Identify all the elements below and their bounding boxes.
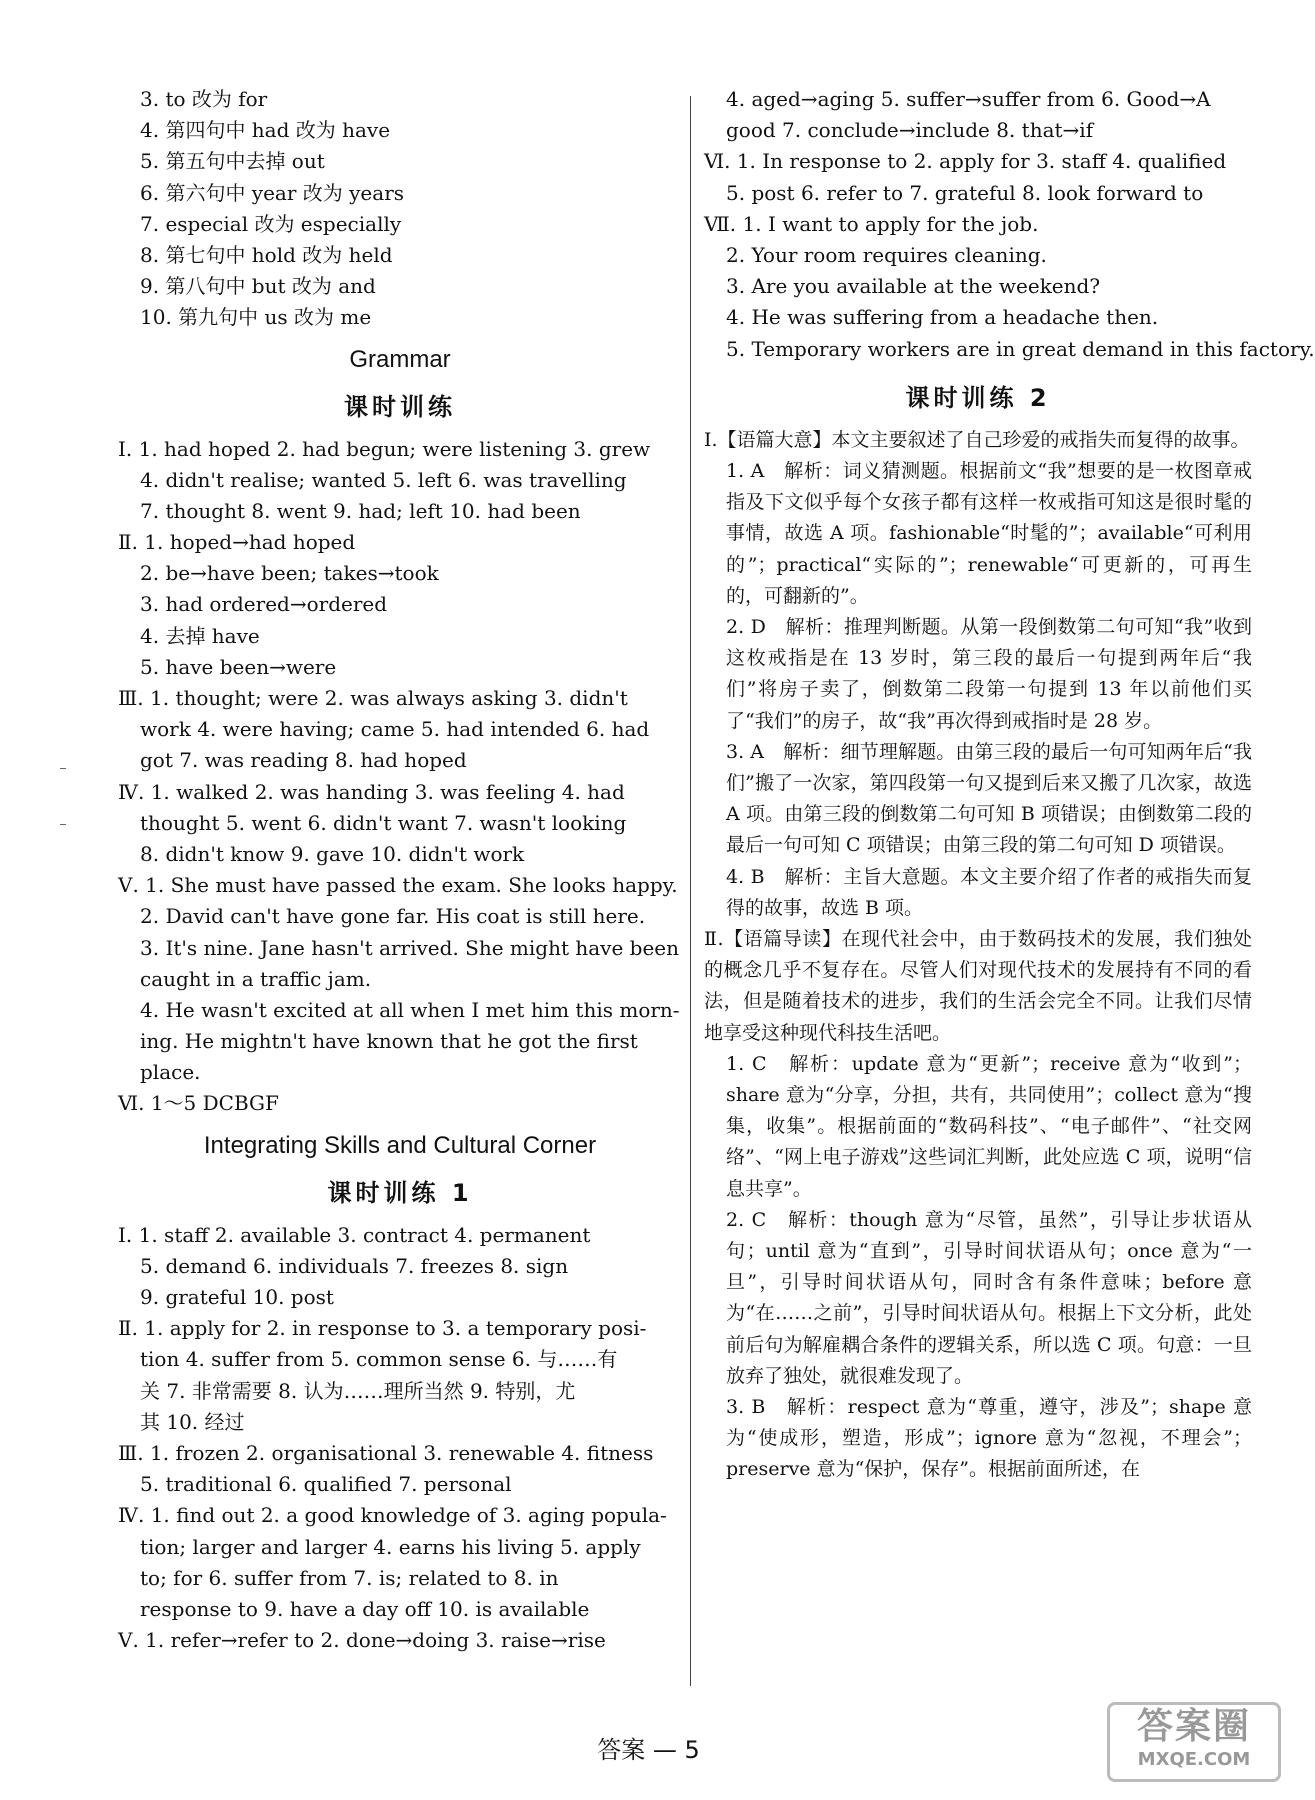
section-heading-grammar: Grammar (349, 345, 451, 373)
watermark-logo (1107, 1702, 1281, 1782)
answer-explanation: 1. C 解析：update 意为“更新”；receive 意为“收到”；share 意为“分享，分担，共有，共同使用”；collect 意为“搜集，收集”。根据前面的“数码科技”、“电子邮件”、“社交网络”、“网上电子游戏”这些词汇判断，此处应选 C 项，说明“信息共享”。 (726, 1052, 1252, 1200)
answer-line: 5. 第五句中去掉 out (140, 149, 325, 174)
subsection-heading: 课时训练 (344, 392, 456, 421)
answer-line: 5. Temporary workers are in great demand in this factory. (726, 336, 1315, 361)
answer-line: Ⅱ. 1. apply for 2. in response to 3. a temporary posi- (118, 1316, 647, 1341)
answer-line: Ⅲ. 1. thought; were 2. was always asking 3. didn't (118, 686, 628, 710)
answer-line: response to 9. have a day off 10. is available (140, 1596, 590, 1621)
watermark-text: 答案圈 (1136, 1706, 1251, 1747)
answer-line: 5. have been→were (140, 654, 337, 679)
answer-explanation: 2. C 解析：though 意为“尽管，虽然”，引导让步状语从句；until 意为“直到”，引导时间状语从句；once 意为“一旦”，引导时间状语从句，同时含有条件意味；before 意为“在……之前”，引导时间状语从句。根据上下文分析，此处前后句为解雇耦合条件的逻辑关系，所以选 C 项。句意：一旦放弃了独处，就很难发现了。 (726, 1208, 1252, 1387)
answer-line: work 4. were having; came 5. had intended 6. had (140, 717, 650, 742)
answer-line: 3. to 改为 for (140, 87, 268, 111)
answer-line: got 7. was reading 8. had hoped (140, 748, 467, 773)
answer-explanation: 2. D 解析：推理判断题。从第一段倒数第二句可知“我”收到这枚戒指是在 13 岁时，第三段的最后一句提到两年后“我们”将房子卖了，倒数第二段第一句提到 13 年以前他们买了“我们”的房子，故“我”再次得到戒指时是 28 岁。 (726, 615, 1252, 732)
answer-line: 关 7. 非常需要 8. 认为……理所当然 9. 特别，尤 (140, 1378, 576, 1403)
skills-answers-continued (704, 84, 1315, 365)
answer-line: 4. aged→aging 5. suffer→suffer from 6. Good→A (726, 87, 1211, 111)
answer-explanation: 4. B 解析：主旨大意题。本文主要介绍了作者的戒指失而复得的故事，故选 B 项。 (726, 865, 1252, 919)
subsection-heading: 课时训练 1 (327, 1178, 473, 1207)
answer-line: to; for 6. suffer from 7. is; related to 8. in (140, 1565, 559, 1590)
answer-explanation: 3. A 解析：细节理解题。由第三段的最后一句可知两年后“我们”搬了一次家，第四段第一句又提到后来又搬了几次家，故选 A 项。由第三段的倒数第二句可知 B 项错误；由倒数第二段的最后一句可知 C 项错误；由第三段的第二句可知 D 项错误。 (726, 740, 1252, 857)
answer-line: caught in a traffic jam. (140, 966, 372, 991)
answer-line: ing. He mightn't have known that he got the first (140, 1029, 638, 1054)
column-divider (690, 96, 691, 1686)
skills-answers (118, 1220, 682, 1657)
answer-line: tion 4. suffer from 5. common sense 6. 与……有 (140, 1347, 618, 1372)
answer-line: good 7. conclude→include 8. that→if (726, 118, 1094, 143)
subsection-heading: 课时训练 2 (905, 383, 1051, 412)
answer-line: Ⅴ. 1. She must have passed the exam. She looks happy. (118, 873, 678, 898)
grammar-answers (118, 434, 682, 1120)
answer-line: 4. 去掉 have (140, 623, 260, 648)
section-heading-skills: Integrating Skills and Cultural Corner (203, 1131, 597, 1159)
right-column (704, 84, 1315, 1486)
answer-line: Ⅰ. 1. had hoped 2. had begun; were listening 3. grew (118, 436, 651, 461)
answer-line: Ⅲ. 1. frozen 2. organisational 3. renewable 4. fitness (118, 1440, 654, 1465)
answer-line: place. (140, 1060, 201, 1085)
answer-line: Ⅱ. 1. hoped→had hoped (118, 530, 356, 555)
answer-explanation: 3. B 解析：respect 意为“尊重，遵守，涉及”；shape 意为“使成形，塑造，形成”；ignore 意为“忽视，不理会”；preserve 意为“保护，保存”。根据前面所述，在 (726, 1395, 1252, 1481)
answer-line: 3. had ordered→ordered (140, 592, 388, 617)
page-footer: 答案 — 5 (597, 1736, 700, 1764)
margin-mark (60, 824, 66, 825)
watermark-url: MXQE.COM (1137, 1749, 1251, 1770)
answer-line: 6. 第六句中 year 改为 years (140, 180, 405, 205)
answer-line: Ⅳ. 1. walked 2. was handing 3. was feeling 4. had (118, 779, 625, 804)
answer-line: Ⅵ. 1～5 DCBGF (118, 1091, 279, 1116)
correction-list (118, 84, 682, 334)
answer-line: 2. be→have been; takes→took (140, 561, 439, 586)
left-column (118, 84, 682, 1656)
answer-line: 9. 第八句中 but 改为 and (140, 274, 376, 299)
answer-line: 5. demand 6. individuals 7. freezes 8. sign (140, 1253, 569, 1278)
answer-line: 3. Are you available at the weekend? (726, 274, 1101, 299)
answer-line: 5. post 6. refer to 7. grateful 8. look forward to (726, 180, 1204, 205)
answer-line: Ⅵ. 1. In response to 2. apply for 3. staff 4. qualified (704, 149, 1227, 174)
answer-line: Ⅳ. 1. find out 2. a good knowledge of 3. aging popula- (118, 1503, 667, 1528)
answer-line: Ⅶ. 1. I want to apply for the job. (704, 211, 1039, 236)
passage-guide: Ⅱ.【语篇导读】在现代社会中，由于数码技术的发展，我们独处的概念几乎不复存在。尽管人们对现代技术的发展持有不同的看法，但是随着技术的进步，我们的生活会完全不同。让我们尽情地享受这种现代科技生活吧。 (704, 927, 1252, 1044)
answer-line: 4. He was suffering from a headache then. (726, 305, 1159, 330)
answer-line: 7. especial 改为 especially (140, 211, 402, 236)
answer-line: 其 10. 经过 (140, 1409, 245, 1434)
answer-line: 7. thought 8. went 9. had; left 10. had been (140, 498, 581, 523)
passage-summary: Ⅰ.【语篇大意】本文主要叙述了自己珍爱的戒指失而复得的故事。 (704, 428, 1250, 451)
answer-line: 5. traditional 6. qualified 7. personal (140, 1472, 512, 1497)
answer-line: Ⅰ. 1. staff 2. available 3. contract 4. permanent (118, 1222, 591, 1247)
answer-line: 2. Your room requires cleaning. (726, 242, 1047, 267)
answer-line: 8. didn't know 9. gave 10. didn't work (140, 841, 525, 866)
reading-explanations (704, 425, 1252, 1486)
answer-line: 3. It's nine. Jane hasn't arrived. She might have been (140, 935, 680, 960)
answer-line: 8. 第七句中 hold 改为 held (140, 242, 393, 267)
answer-line: 4. didn't realise; wanted 5. left 6. was travelling (140, 467, 627, 492)
answer-line: 4. He wasn't excited at all when I met him this morn- (140, 997, 680, 1022)
answer-line: 2. David can't have gone far. His coat is still here. (140, 904, 646, 929)
answer-line: thought 5. went 6. didn't want 7. wasn't looking (140, 810, 627, 835)
answer-line: 10. 第九句中 us 改为 me (140, 305, 372, 330)
answer-line: Ⅴ. 1. refer→refer to 2. done→doing 3. raise→rise (118, 1628, 606, 1653)
margin-mark (60, 768, 66, 769)
answer-line: tion; larger and larger 4. earns his living 5. apply (140, 1534, 641, 1559)
answer-explanation: 1. A 解析：词义猜测题。根据前文“我”想要的是一枚图章戒指及下文似乎每个女孩子都有这样一枚戒指可知这是很时髦的事情，故选 A 项。fashionable“时髦的”；available“可利用的”；practical“实际的”；renewable“可更新的，可再生的，可翻新的”。 (726, 459, 1252, 607)
answer-line: 4. 第四句中 had 改为 have (140, 118, 391, 143)
answer-line: 9. grateful 10. post (140, 1285, 334, 1309)
